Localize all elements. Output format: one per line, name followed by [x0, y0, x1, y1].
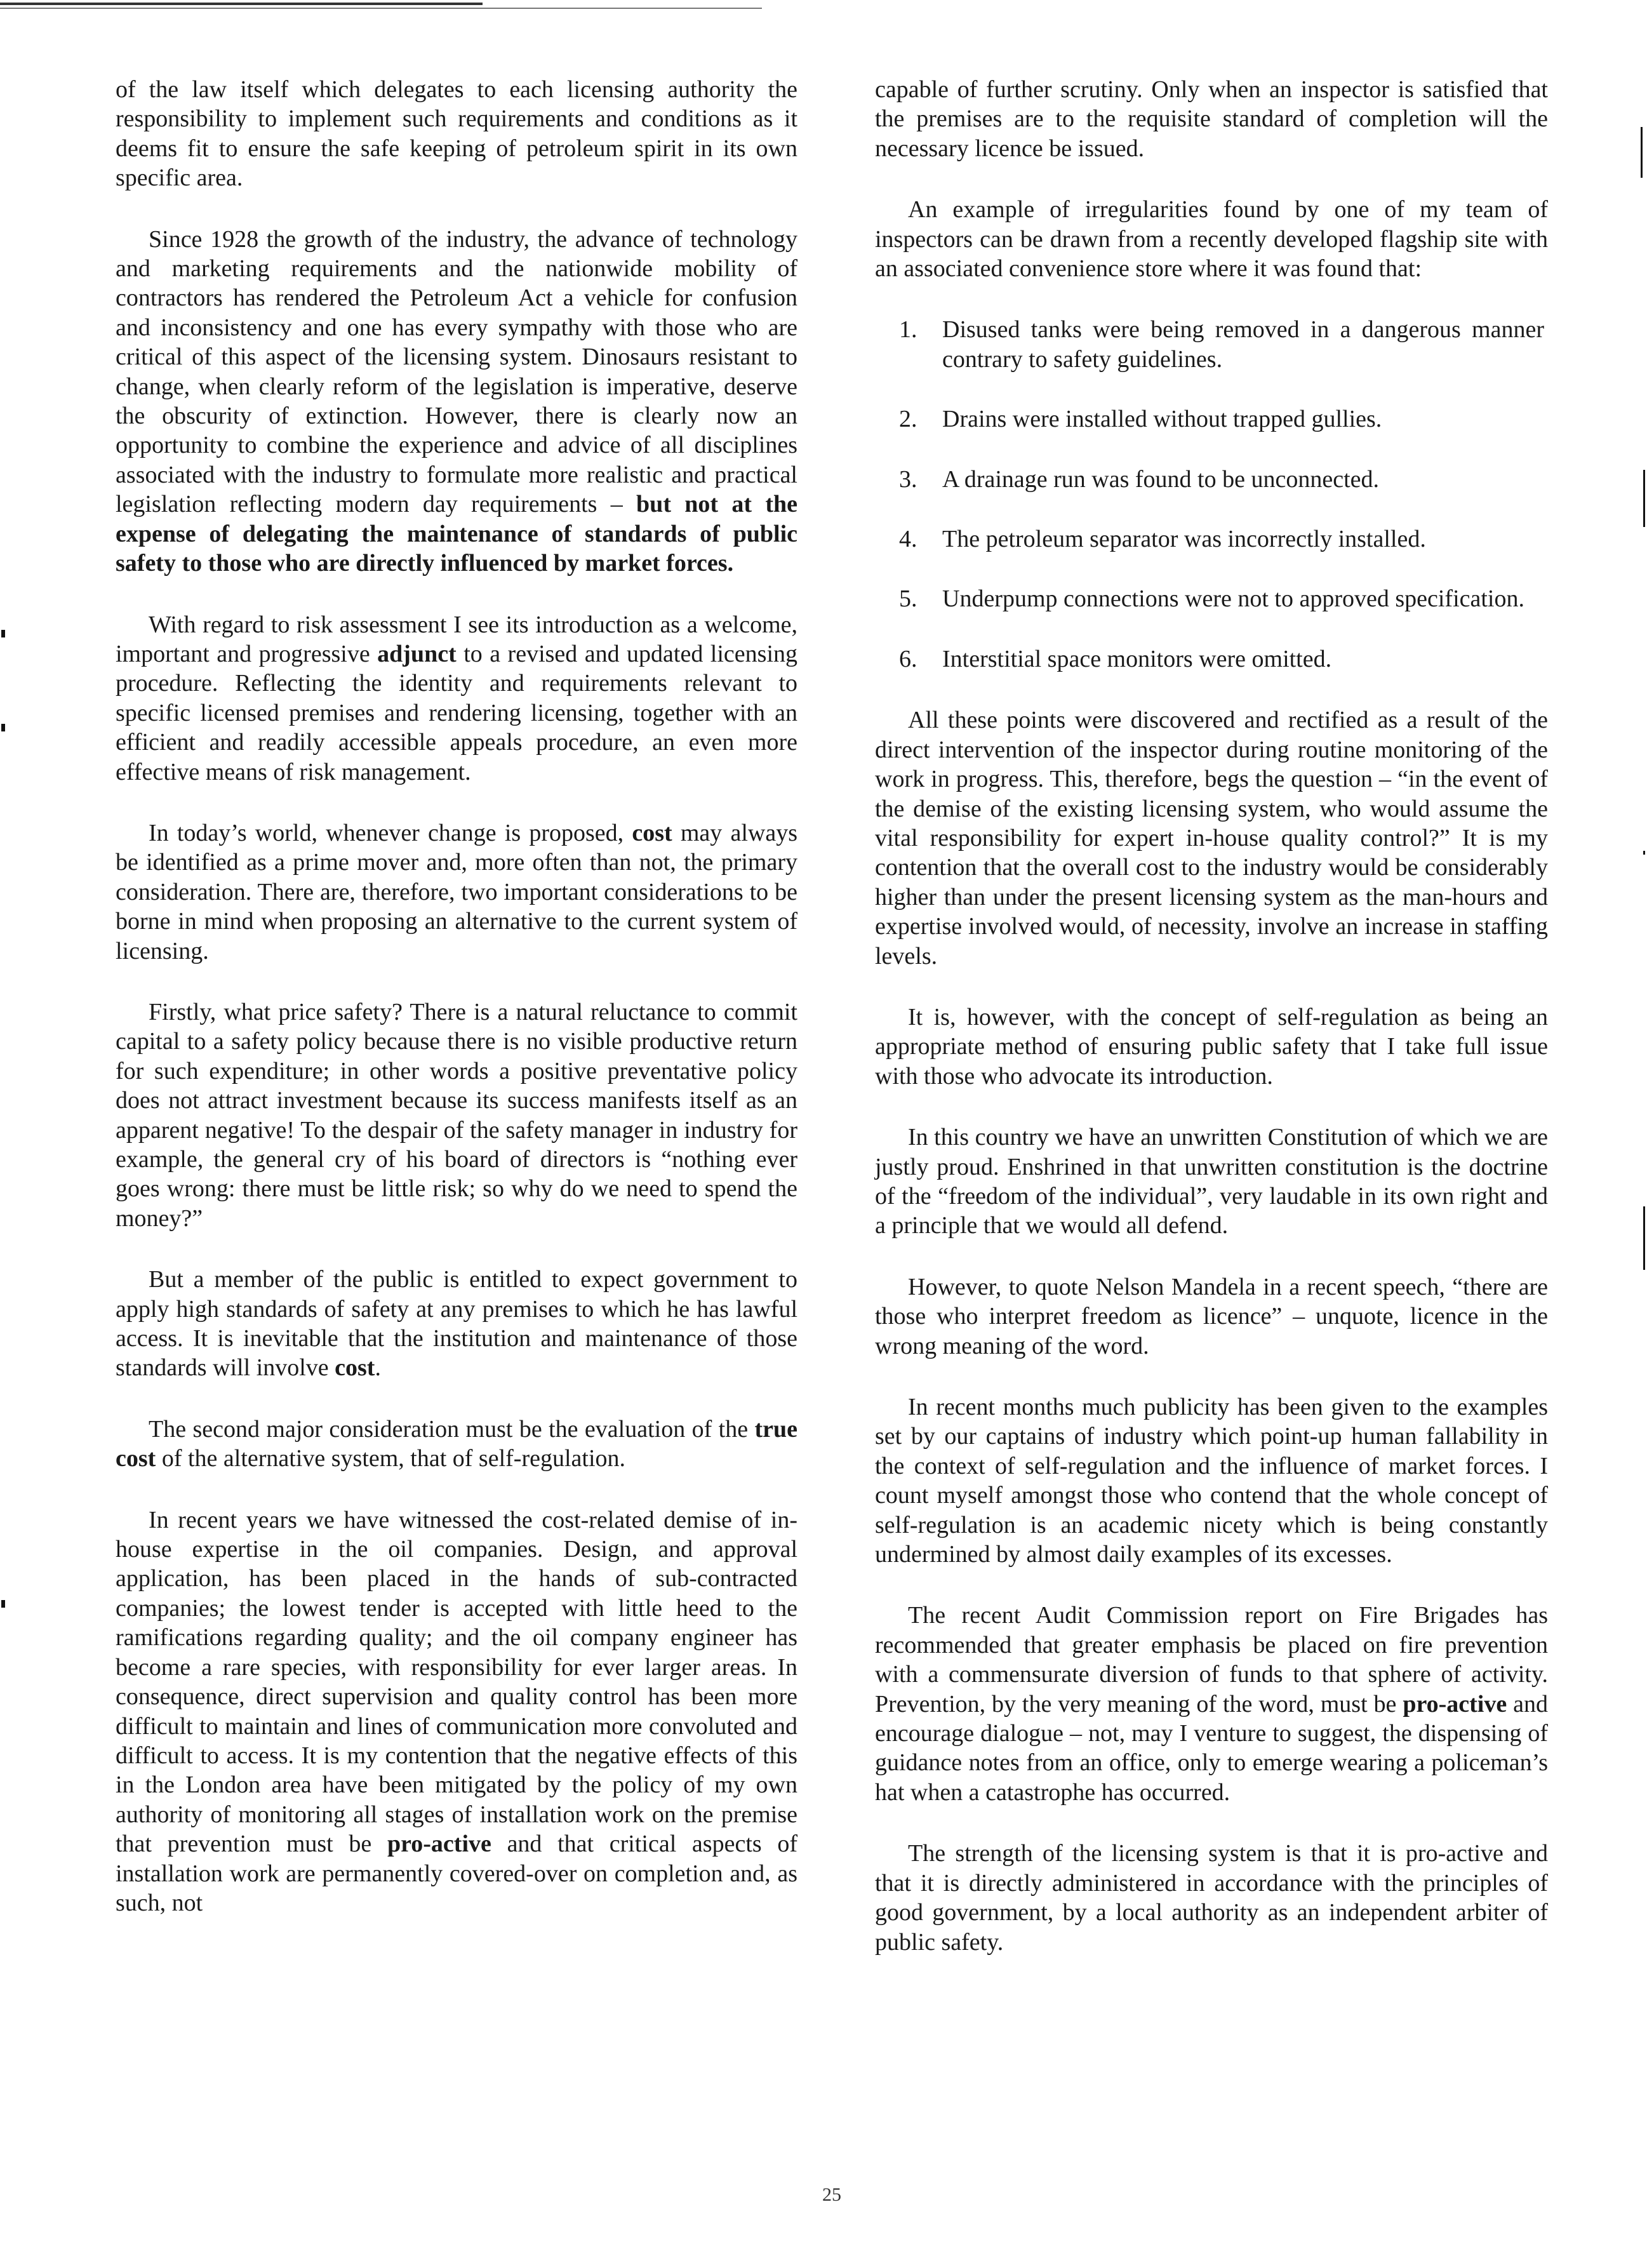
list-item [875, 465, 1548, 494]
paragraph-text: . [375, 1354, 381, 1382]
paragraph [116, 818, 797, 966]
paragraph-text: to a revised and updated licensing procedure. Reflecting the identity and requirements relevant to specific licensed premises and rendering licensing, together with an efficient and readily accessible appeals procedure, an even more effective means of risk management. [116, 640, 797, 785]
list-item [875, 404, 1548, 434]
left-column [116, 75, 797, 1949]
list-item-number: 6. [899, 645, 917, 672]
list-item-number: 3. [899, 465, 917, 493]
left-margin-mark [1, 630, 5, 637]
paragraph [116, 1265, 797, 1383]
emphasis-text: cost [335, 1354, 375, 1382]
paragraph-text: In recent years we have witnessed the cost-related demise of in-house expertise in the oil companies. Design, and approval application, has been placed in the hands of sub-contracted companies; the lowest tender is accepted with little heed to the ramifications regarding quality; and the oil company engineer has become a rare species, with responsibility for ever larger areas. In consequence, direct supervision and quality control has been more difficult to maintain and lines of communication more convoluted and difficult to access. It is my contention that the negative effects of this in the London area have been mitigated by the policy of my own authority of monitoring all stages of installation work on the premise that prevention must be [116, 1506, 797, 1858]
paragraph-text: But a member of the public is entitled to expect government to apply high standards of safety at any premises to which he has lawful access. It is inevitable that the institution and maintenance of those standards will involve [116, 1266, 797, 1382]
top-border-rule [0, 3, 483, 5]
paragraph-text: Since 1928 the growth of the industry, the advance of technology and marketing requirements and the nationwide mobility of contractors has rendered the Petroleum Act a vehicle for confusion and inconsistency and one has every sympathy with those who are critical of this aspect of the licensing system. Dinosaurs resistant to change, when clearly reform of the legislation is imperative, deserve the obscurity of extinction. However, there is clearly now an opportunity to combine the experience and advice of all disciplines associated with the industry to formulate more realistic and practical legislation reflecting modern day requirements – [116, 225, 797, 518]
right-column [875, 75, 1548, 1989]
list-item-text: The petroleum separator was incorrectly installed. [942, 526, 1426, 553]
page-number: 25 [822, 2184, 841, 2205]
left-margin-mark [1, 724, 5, 731]
emphasis-text: but not at the expense of delegating the maintenance of standards of public safety to those who are directly influenced by market forces. [116, 491, 797, 577]
paragraph-text: With regard to risk assessment I see its introduction as a welcome, important and progressive [116, 611, 797, 667]
right-margin-mark [1643, 851, 1645, 855]
paragraph: It is, however, with the concept of self-regulation as being an appropriate method of ensuring public safety that I take full issue with those who advocate its introduction. [875, 1003, 1548, 1090]
right-margin-mark [1643, 1206, 1645, 1270]
paragraph: Firstly, what price safety? There is a natural reluctance to commit capital to a safety policy because there is no visible productive return for such expenditure; in other words a positive preventative policy does not attract investment because its success manifests itself as an apparent negative! To the despair of the safety manager in industry for example, the general cry of his board of directors is “nothing ever goes wrong: there must be little risk; so why do we need to spend the money?” [116, 998, 797, 1232]
paragraph: The strength of the licensing system is that it is pro-active and that it is directly administered in accordance with the principles of good government, by a local authority as an independent arbiter of public safety. [875, 1840, 1548, 1956]
list-item [875, 524, 1548, 554]
paragraph [116, 1415, 797, 1474]
list-item-number: 1. [899, 316, 917, 344]
list-item-text: Interstitial space monitors were omitted. [942, 645, 1332, 672]
list-item-number: 4. [899, 526, 917, 553]
list-item-number: 5. [899, 585, 917, 613]
paragraph-text: The second major consideration must be the evaluation of the [149, 1415, 755, 1443]
paragraph [116, 610, 797, 787]
emphasis-text: pro-active [1403, 1690, 1507, 1718]
paragraph-text: In today’s world, whenever change is proposed, [149, 819, 632, 846]
list-item-text: Drains were installed without trapped gullies. [942, 406, 1382, 433]
list-item-number: 2. [899, 406, 917, 433]
list-item [875, 315, 1548, 374]
right-margin-mark [1641, 127, 1643, 178]
paragraph-text: and encourage dialogue – not, may I venture to suggest, the dispensing of guidance notes from an office, only to emerge wearing a policeman’s hat when a catastrophe has occurred. [875, 1690, 1548, 1806]
paragraph: capable of further scrutiny. Only when an inspector is satisfied that the premises are to the requisite standard of completion will the necessary licence be issued. [875, 76, 1548, 162]
paragraph-text: may always be identified as a prime mover and, more often than not, the primary consideration. There are, therefore, two important considerations to be borne in mind when proposing an alternative to the current system of licensing. [116, 819, 797, 964]
paragraph [875, 1601, 1548, 1807]
paragraph [116, 225, 797, 578]
paragraph: An example of irregularities found by one of my team of inspectors can be drawn from a recently developed flagship site with an associated convenience store where it was found that: [875, 196, 1548, 283]
paragraph: In this country we have an unwritten Constitution of which we are justly proud. Enshrined in that unwritten constitution is the doctrine of the “freedom of the individual”, very laudable in its own right and a principle that we would all defend. [875, 1124, 1548, 1239]
left-margin-mark [1, 1600, 5, 1608]
paragraph: However, to quote Nelson Mandela in a recent speech, “there are those who interpret freedom as licence” – unquote, licence in the wrong meaning of the word. [875, 1273, 1548, 1359]
list-item-text: Underpump connections were not to approved specification. [942, 585, 1524, 613]
emphasis-text: adjunct [377, 640, 457, 667]
emphasis-text: true cost [116, 1415, 797, 1472]
paragraph [116, 1505, 797, 1918]
irregularities-list [875, 315, 1548, 674]
list-item [875, 584, 1548, 613]
emphasis-text: pro-active [387, 1831, 491, 1858]
paragraph: All these points were discovered and rectified as a result of the direct intervention of the inspector during routine monitoring of the work in progress. This, therefore, begs the question – “in the event of the demise of the existing licensing system, who would assume the vital responsibility for expert in-house quality control?” It is my contention that the overall cost to the industry would be considerably higher than under the present licensing system as the man-hours and expertise involved would, of necessity, involve an increase in staffing levels. [875, 707, 1548, 970]
paragraph-text: and that critical aspects of installation work are permanently covered-over on completion and, as such, not [116, 1831, 797, 1916]
emphasis-text: cost [632, 819, 672, 846]
list-item-text: Disused tanks were being removed in a dangerous manner contrary to safety guidelines. [942, 316, 1544, 373]
paragraph: of the law itself which delegates to each licensing authority the responsibility to implement such requirements and conditions as it deems fit to ensure the safe keeping of petroleum spirit in its own specific area. [116, 76, 797, 192]
paragraph-text: of the alternative system, that of self-regulation. [156, 1445, 626, 1472]
list-item [875, 644, 1548, 674]
paragraph: In recent months much publicity has been given to the examples set by our captains of industry which point-up human fallability in the context of self-regulation and the influence of market forces. I count myself amongst those who contend that the whole concept of self-regulation is an academic nicety which is being constantly undermined by almost daily examples of its excesses. [875, 1394, 1548, 1568]
right-margin-mark [1643, 470, 1645, 527]
paragraph-text: The recent Audit Commission report on Fire Brigades has recommended that greater emphasis be placed on fire prevention with a commensurate diversion of funds to that sphere of activity. Prevention, by the very meaning of the word, must be [875, 1602, 1548, 1718]
top-border-rule-thin [0, 8, 762, 9]
list-item-text: A drainage run was found to be unconnected. [942, 465, 1380, 493]
